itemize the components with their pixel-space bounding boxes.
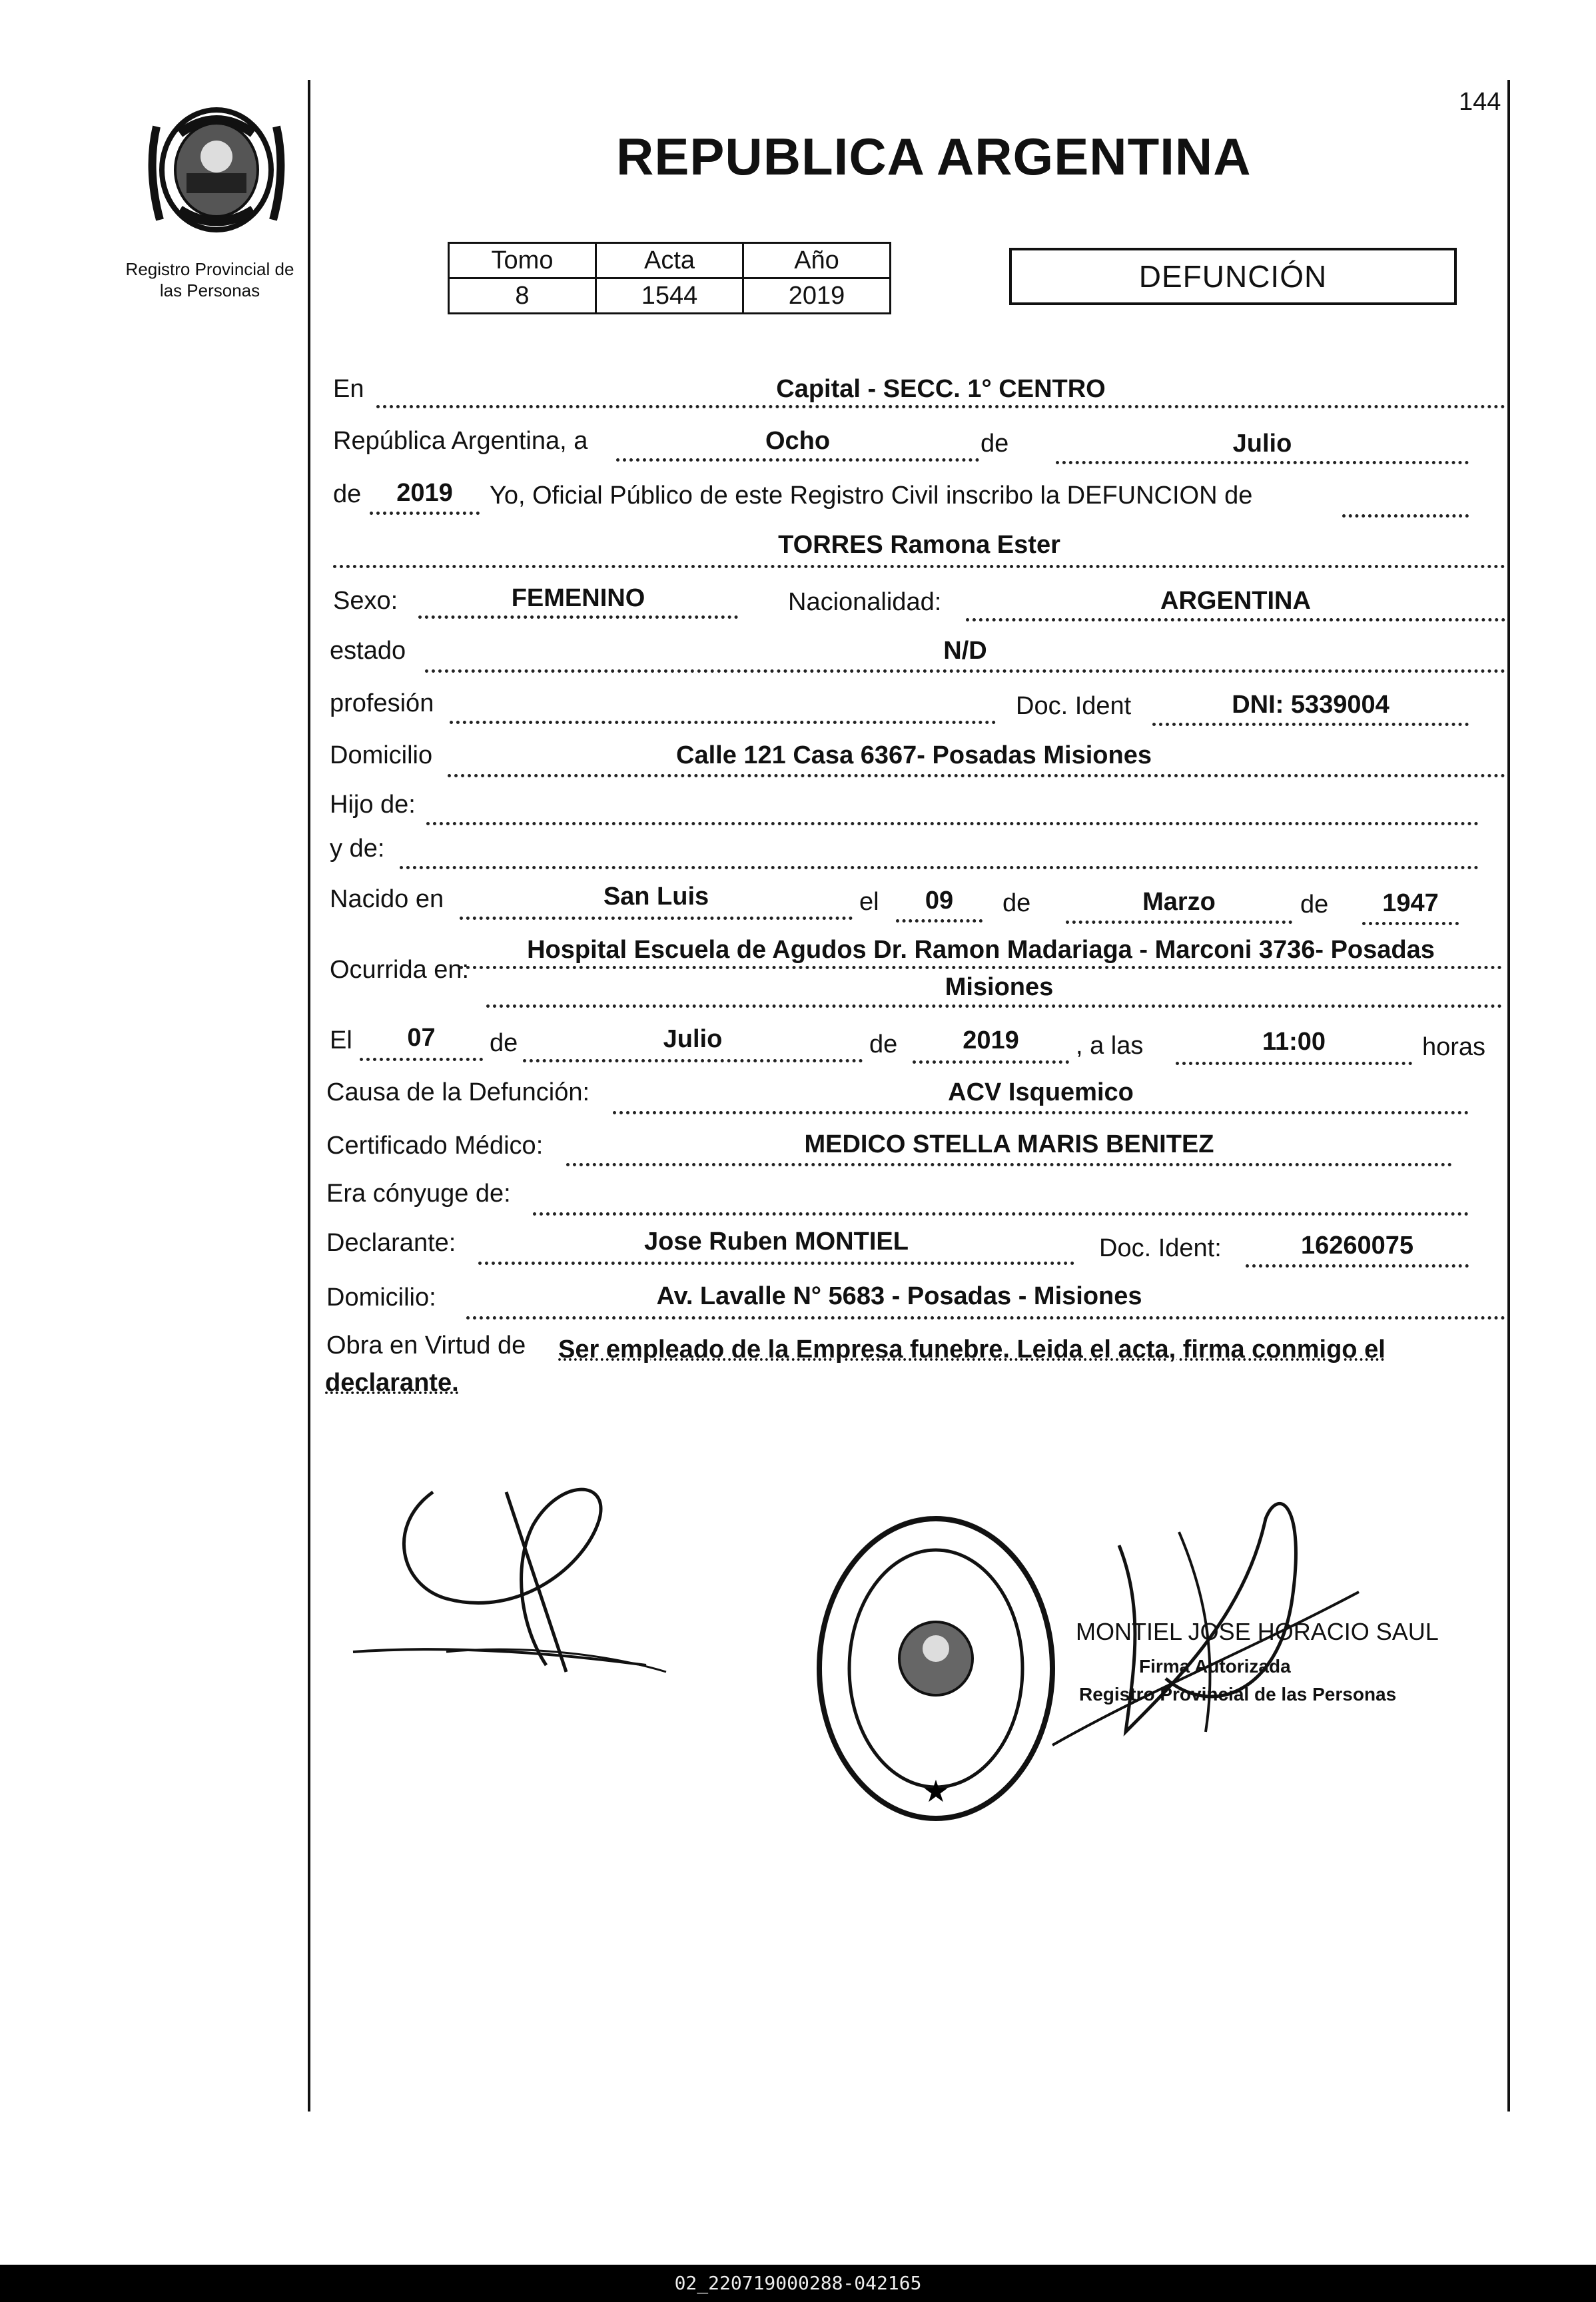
value-nacido-anio: 1947 (1382, 889, 1439, 917)
dotted-line (460, 917, 853, 920)
value-dia-texto: Ocho (765, 427, 831, 455)
record-type-box: DEFUNCIÓN (1009, 248, 1457, 305)
value-fallec-hora: 11:00 (1262, 1028, 1326, 1056)
value-doc-ident: DNI: 5339004 (1232, 691, 1390, 719)
right-margin-line (1507, 80, 1510, 2111)
value-lugar: Capital - SECC. 1° CENTRO (776, 375, 1106, 403)
value-ocurrida-1: Hospital Escuela de Agudos Dr. Ramon Madariaga - Marconi 3736- Posadas (527, 936, 1435, 964)
dotted-line (1066, 921, 1292, 924)
label-el: el (859, 888, 879, 916)
value-mes-texto: Julio (1232, 430, 1292, 458)
label-a-las: , a las (1076, 1032, 1144, 1060)
label-de4: de (490, 1029, 518, 1057)
official-name: MONTIEL JOSE HORACIO SAUL (1076, 1618, 1439, 1645)
label-republica: República Argentina, a (333, 427, 588, 455)
label-el2: El (330, 1026, 352, 1054)
dotted-line (1246, 1264, 1469, 1268)
value-anio: 2019 (396, 479, 453, 507)
dotted-line (1152, 723, 1469, 726)
table-row (449, 278, 891, 314)
official-office: Registro Provincial de las Personas (1079, 1684, 1397, 1705)
value-nombre: TORRES Ramona Ester (778, 531, 1060, 559)
dotted-line (426, 822, 1479, 825)
dotted-line (448, 774, 1505, 777)
value-declarante-doc: 16260075 (1300, 1232, 1414, 1260)
value-nacido-mes: Marzo (1142, 888, 1216, 916)
declarant-signature (346, 1452, 693, 1692)
label-y-de: y de: (330, 835, 385, 863)
value-estado: N/D (943, 637, 987, 665)
dotted-line (523, 1059, 863, 1062)
dotted-line (1176, 1062, 1412, 1065)
table-cell-tomo: 8 (449, 278, 596, 314)
label-estado: estado (330, 637, 406, 665)
dotted-line (333, 565, 1505, 568)
value-domicilio: Calle 121 Casa 6367- Posadas Misiones (676, 741, 1152, 769)
label-de2: de (1002, 889, 1031, 917)
official-stamp (809, 1509, 1062, 1828)
registry-line-1: Registro Provincial de (125, 259, 294, 279)
dotted-line (376, 405, 1505, 408)
label-de3: de (1300, 891, 1329, 919)
label-certificado: Certificado Médico: (326, 1132, 544, 1160)
label-doc-ident: Doc. Ident (1016, 692, 1132, 720)
dotted-line (1056, 461, 1469, 464)
label-nacionalidad: Nacionalidad: (788, 588, 942, 616)
value-sexo: FEMENINO (511, 584, 645, 612)
registry-name (100, 258, 320, 301)
value-obra-1: Ser empleado de la Empresa funebre. Leida el acta, firma conmigo el (558, 1336, 1386, 1363)
dotted-line (418, 615, 738, 619)
value-causa: ACV Isquemico (948, 1078, 1134, 1106)
page-number: 144 (1459, 88, 1501, 116)
label-domicilio: Domicilio (330, 741, 433, 769)
table-row (449, 243, 891, 278)
dotted-line (360, 1058, 483, 1061)
dotted-line (613, 1111, 1469, 1114)
footer-id: 02_220719000288-042165 (0, 2265, 1596, 2302)
dotted-line (1342, 514, 1469, 518)
value-declarante: Jose Ruben MONTIEL (644, 1228, 909, 1256)
dotted-line (425, 669, 1505, 673)
label-obra: Obra en Virtud de (326, 1332, 526, 1359)
dotted-line (896, 919, 983, 923)
label-ocurrida-en: Ocurrida en: (330, 956, 470, 984)
label-domicilio2: Domicilio: (326, 1284, 436, 1312)
table-cell-anio: 2019 (743, 278, 891, 314)
label-causa: Causa de la Defunción: (326, 1078, 590, 1106)
label-doc-ident2: Doc. Ident: (1099, 1234, 1222, 1262)
dotted-line (966, 618, 1505, 621)
dotted-line (466, 1316, 1505, 1320)
dotted-line (486, 1004, 1502, 1008)
label-en: En (333, 375, 364, 403)
page-title: REPUBLICA ARGENTINA (616, 127, 1252, 186)
table-header-anio: Año (743, 243, 891, 278)
left-margin-line (308, 80, 310, 2111)
table-header-tomo: Tomo (449, 243, 596, 278)
dotted-line (533, 1212, 1469, 1216)
value-fallec-mes: Julio (663, 1025, 723, 1053)
label-de-year: de (333, 480, 362, 508)
value-obra-2: declarante. (325, 1369, 459, 1397)
value-ocurrida-2: Misiones (945, 973, 1054, 1001)
dotted-line (460, 966, 1502, 969)
label-declarante: Declarante: (326, 1229, 456, 1257)
label-sexo: Sexo: (333, 587, 398, 615)
value-fallec-anio: 2019 (963, 1026, 1019, 1054)
value-fallec-dia: 07 (407, 1024, 436, 1052)
dotted-line (1362, 922, 1459, 925)
dotted-line (616, 458, 979, 462)
dotted-line (478, 1262, 1074, 1265)
label-hijo-de: Hijo de: (330, 791, 416, 819)
label-oficial: Yo, Oficial Público de este Registro Civil inscribo la DEFUNCION de (490, 482, 1253, 510)
table-cell-acta: 1544 (596, 278, 743, 314)
label-nacido-en: Nacido en (330, 885, 444, 913)
label-conyuge: Era cónyuge de: (326, 1180, 511, 1208)
value-declarante-domicilio: Av. Lavalle N° 5683 - Posadas - Misiones (656, 1282, 1142, 1310)
dotted-line (913, 1060, 1069, 1064)
dotted-line (400, 866, 1479, 869)
dotted-line (566, 1163, 1452, 1166)
official-role: Firma Autorizada (1139, 1656, 1291, 1677)
table-header-acta: Acta (596, 243, 743, 278)
record-table (448, 242, 891, 314)
registry-line-2: las Personas (159, 280, 260, 300)
label-de: de (981, 430, 1009, 458)
label-de5: de (869, 1030, 898, 1058)
value-nacido-dia: 09 (925, 887, 954, 915)
value-nacionalidad: ARGENTINA (1160, 587, 1311, 615)
dotted-line (450, 721, 996, 724)
label-horas: horas (1422, 1033, 1486, 1061)
value-certificado: MEDICO STELLA MARIS BENITEZ (804, 1130, 1214, 1158)
label-profesion: profesión (330, 689, 434, 717)
dotted-line (370, 512, 480, 515)
coat-of-arms-icon (140, 93, 293, 243)
value-nacido-lugar: San Luis (603, 883, 709, 911)
svg-text:★: ★ (922, 1773, 950, 1809)
